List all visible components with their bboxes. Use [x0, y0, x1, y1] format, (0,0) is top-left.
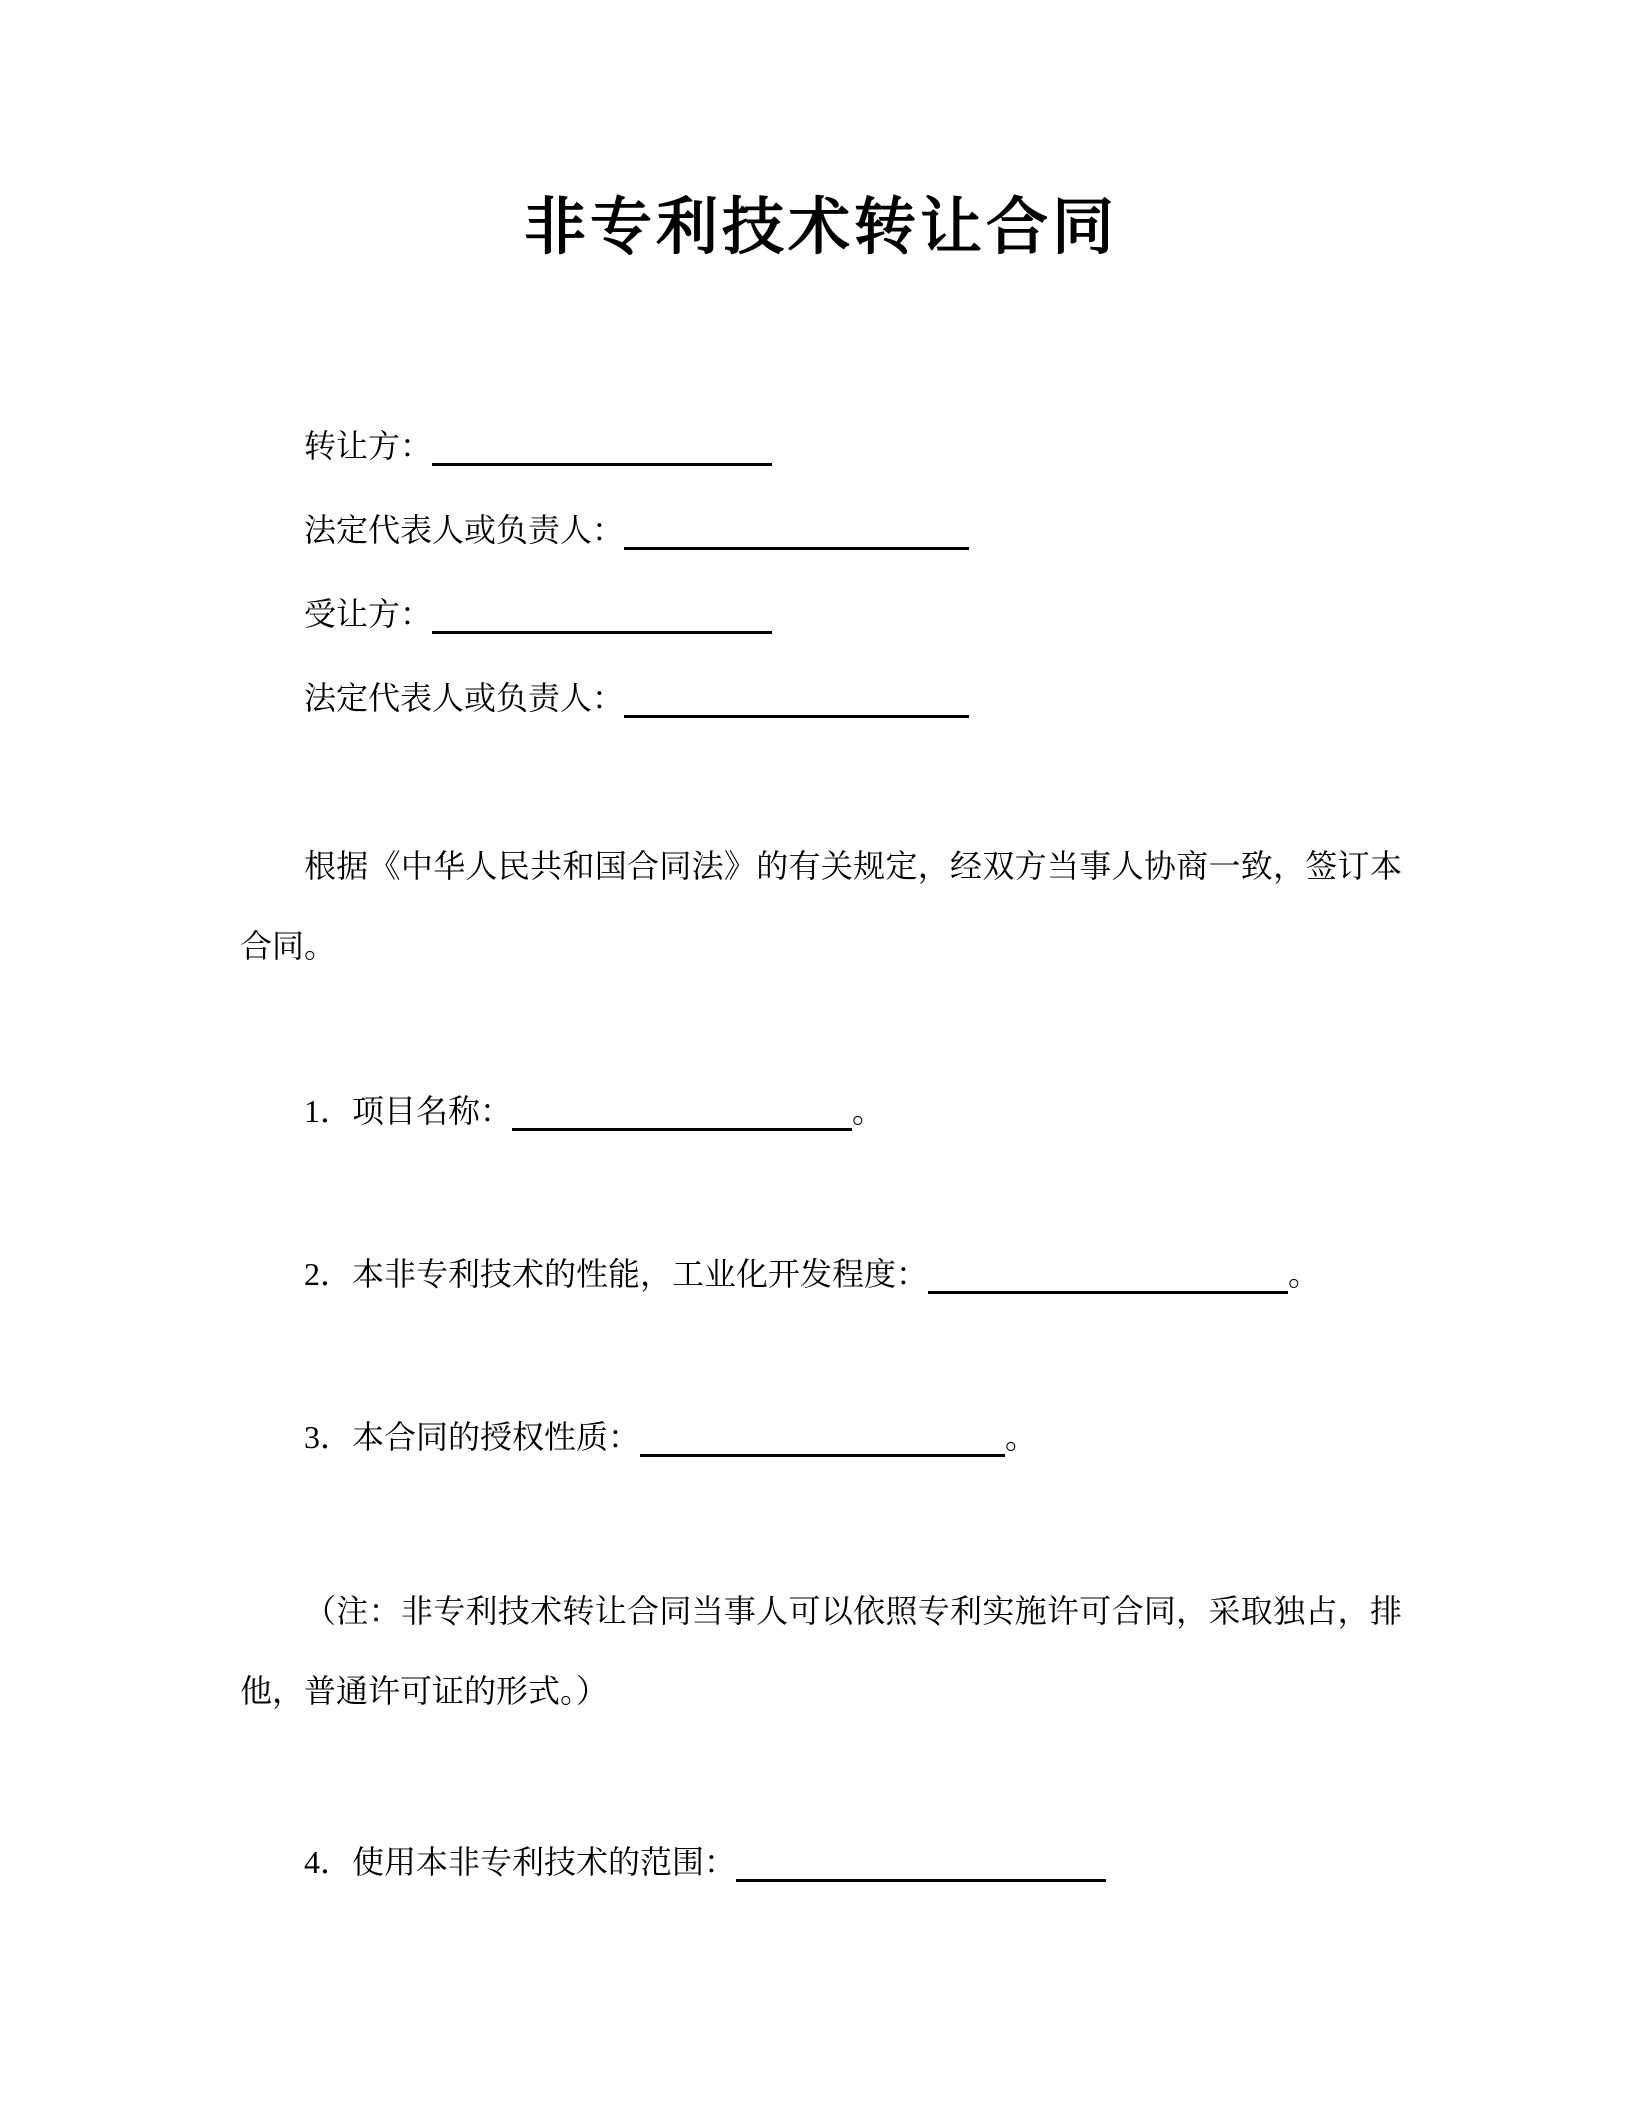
party-blank-line — [624, 682, 969, 718]
party-field-row — [240, 594, 1402, 634]
contract-item-label: 1．项目名称： — [304, 1093, 513, 1129]
contract-item-suffix: 。 — [1288, 1256, 1321, 1292]
party-field-label: 法定代表人或负责人： — [304, 512, 625, 548]
party-blank-line — [432, 430, 772, 466]
note-paragraph: （注：非专利技术转让合同当事人可以依照专利实施许可合同，采取独占，排他，普通许可证的形式。） — [240, 1593, 1402, 1709]
party-field-label: 转让方： — [304, 428, 433, 464]
contract-item-blank-line — [640, 1421, 1005, 1457]
contract-item-row — [240, 1417, 1402, 1457]
contract-item-blank-line — [512, 1095, 852, 1131]
contract-item-blank-line — [928, 1258, 1288, 1294]
party-blank-line — [432, 598, 772, 634]
party-blank-line — [624, 514, 969, 550]
contract-item-row — [240, 1842, 1402, 1882]
contract-item-label: 2．本非专利技术的性能，工业化开发程度： — [304, 1256, 929, 1292]
contract-item-suffix: 。 — [852, 1093, 885, 1129]
party-field-label: 法定代表人或负责人： — [304, 680, 625, 716]
intro-paragraph: 根据《中华人民共和国合同法》的有关规定，经双方当事人协商一致，签订本合同。 — [240, 848, 1402, 964]
items-section-1 — [240, 1091, 1402, 1457]
party-field-row — [240, 426, 1402, 466]
contract-item-label: 4．使用本非专利技术的范围： — [304, 1844, 737, 1880]
party-field-row — [240, 678, 1402, 718]
party-field-row — [240, 510, 1402, 550]
contract-item-blank-line — [736, 1846, 1106, 1882]
contract-item-suffix: 。 — [1005, 1419, 1038, 1455]
items-section-2 — [240, 1842, 1402, 1882]
parties-section — [240, 426, 1402, 718]
document-title: 非专利技术转让合同 — [523, 193, 1118, 262]
party-field-label: 受让方： — [304, 596, 433, 632]
contract-item-row — [240, 1091, 1402, 1131]
contract-item-row — [240, 1254, 1402, 1294]
contract-item-label: 3．本合同的授权性质： — [304, 1419, 641, 1455]
